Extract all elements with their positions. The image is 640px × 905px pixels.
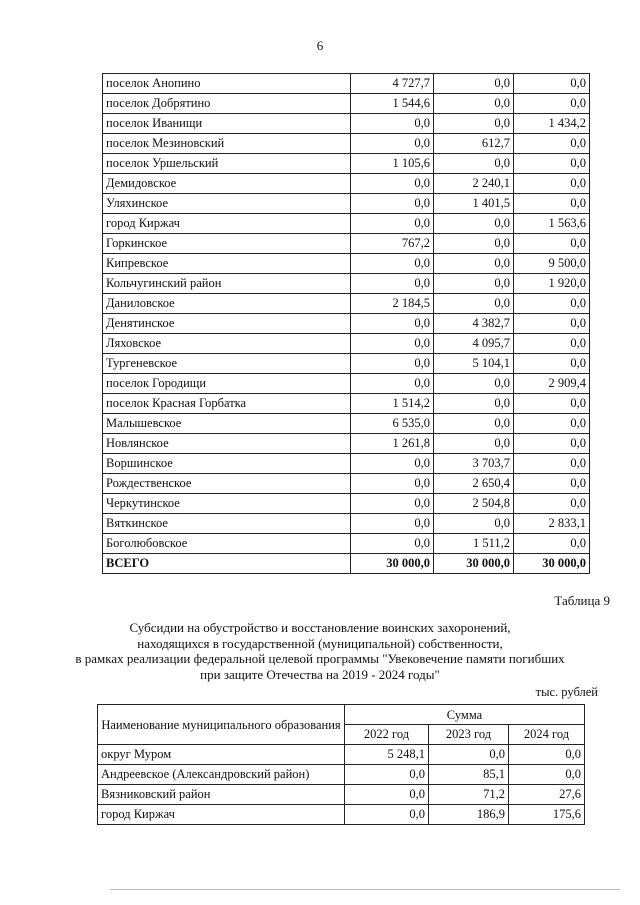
title-line: Субсидии на обустройство и восстановление воинских захоронений, bbox=[129, 620, 511, 635]
cell-name: ВСЕГО bbox=[103, 554, 351, 574]
cell-2024: 0,0 bbox=[514, 134, 590, 154]
cell-2023: 0,0 bbox=[434, 114, 514, 134]
cell-name: Тургеневское bbox=[103, 354, 351, 374]
table-row bbox=[103, 274, 590, 294]
header-2023: 2023 год bbox=[429, 725, 509, 745]
total-row bbox=[103, 554, 590, 574]
cell-2022: 0,0 bbox=[345, 805, 429, 825]
cell-name: поселок Иванищи bbox=[103, 114, 351, 134]
cell-name: Боголюбовское bbox=[103, 534, 351, 554]
table-row bbox=[103, 414, 590, 434]
title-line: при защите Отечества на 2019 - 2024 годы" bbox=[200, 666, 440, 682]
cell-2022: 0,0 bbox=[351, 354, 434, 374]
cell-2022: 0,0 bbox=[351, 174, 434, 194]
cell-2024: 175,6 bbox=[509, 805, 585, 825]
cell-2022: 0,0 bbox=[351, 334, 434, 354]
cell-name: Малышевское bbox=[103, 414, 351, 434]
cell-2024: 2 909,4 bbox=[514, 374, 590, 394]
cell-2022: 0,0 bbox=[345, 765, 429, 785]
cell-2022: 0,0 bbox=[345, 785, 429, 805]
cell-name: поселок Городищи bbox=[103, 374, 351, 394]
cell-2022: 0,0 bbox=[351, 374, 434, 394]
cell-2024: 0,0 bbox=[514, 234, 590, 254]
cell-2024: 0,0 bbox=[514, 474, 590, 494]
cell-name: Вяткинское bbox=[103, 514, 351, 534]
table-row bbox=[103, 94, 590, 114]
table-row bbox=[103, 154, 590, 174]
cell-name: Денятинское bbox=[103, 314, 351, 334]
cell-name: Вязниковский район bbox=[98, 785, 345, 805]
cell-2022: 0,0 bbox=[351, 454, 434, 474]
cell-2022: 0,0 bbox=[351, 514, 434, 534]
cell-2022: 0,0 bbox=[351, 274, 434, 294]
table-row bbox=[103, 434, 590, 454]
table-row bbox=[103, 214, 590, 234]
cell-2022: 0,0 bbox=[351, 134, 434, 154]
cell-2024: 1 920,0 bbox=[514, 274, 590, 294]
cell-2023: 1 401,5 bbox=[434, 194, 514, 214]
cell-2023: 5 104,1 bbox=[434, 354, 514, 374]
table-row bbox=[103, 294, 590, 314]
cell-2022: 767,2 bbox=[351, 234, 434, 254]
cell-2023: 71,2 bbox=[429, 785, 509, 805]
title-line: в рамках реализации федеральной целевой программы "Увековечение памяти погибших bbox=[75, 651, 565, 666]
cell-name: Даниловское bbox=[103, 294, 351, 314]
cell-name: округ Муром bbox=[98, 745, 345, 765]
cell-2023: 3 703,7 bbox=[434, 454, 514, 474]
cell-2023: 0,0 bbox=[434, 234, 514, 254]
cell-2023: 0,0 bbox=[434, 254, 514, 274]
cell-name: Новлянское bbox=[103, 434, 351, 454]
cell-2022: 0,0 bbox=[351, 534, 434, 554]
cell-name: город Киржач bbox=[103, 214, 351, 234]
cell-2024: 0,0 bbox=[514, 194, 590, 214]
cell-2022: 30 000,0 bbox=[351, 554, 434, 574]
table-row bbox=[98, 745, 585, 765]
cell-2023: 612,7 bbox=[434, 134, 514, 154]
cell-2024: 0,0 bbox=[514, 154, 590, 174]
header-sum: Сумма bbox=[345, 705, 585, 725]
table-row bbox=[103, 194, 590, 214]
table-row bbox=[103, 394, 590, 414]
cell-2023: 4 095,7 bbox=[434, 334, 514, 354]
cell-2023: 0,0 bbox=[434, 434, 514, 454]
cell-name: поселок Добрятино bbox=[103, 94, 351, 114]
cell-2023: 0,0 bbox=[434, 394, 514, 414]
header-name-column: Наименование муниципального образования bbox=[98, 705, 345, 745]
header-2022: 2022 год bbox=[345, 725, 429, 745]
cell-2024: 0,0 bbox=[514, 494, 590, 514]
scan-edge-line bbox=[110, 889, 620, 890]
table-row bbox=[103, 334, 590, 354]
cell-2024: 1 563,6 bbox=[514, 214, 590, 234]
cell-2024: 2 833,1 bbox=[514, 514, 590, 534]
cell-2024: 0,0 bbox=[514, 534, 590, 554]
cell-2022: 0,0 bbox=[351, 254, 434, 274]
table-row bbox=[103, 314, 590, 334]
table-row bbox=[103, 234, 590, 254]
table-row bbox=[103, 534, 590, 554]
cell-2023: 186,9 bbox=[429, 805, 509, 825]
subsidy-table-continued bbox=[102, 73, 590, 574]
units-label: тыс. рублей bbox=[535, 685, 598, 699]
cell-2023: 85,1 bbox=[429, 765, 509, 785]
cell-2022: 0,0 bbox=[351, 194, 434, 214]
cell-2024: 0,0 bbox=[514, 334, 590, 354]
table-row bbox=[103, 254, 590, 274]
cell-2022: 1 544,6 bbox=[351, 94, 434, 114]
cell-2023: 2 504,8 bbox=[434, 494, 514, 514]
cell-2023: 1 511,2 bbox=[434, 534, 514, 554]
cell-2022: 0,0 bbox=[351, 314, 434, 334]
table-row bbox=[98, 765, 585, 785]
table-row bbox=[103, 374, 590, 394]
cell-2022: 4 727,7 bbox=[351, 74, 434, 94]
cell-name: Кипревское bbox=[103, 254, 351, 274]
cell-name: поселок Уршельский bbox=[103, 154, 351, 174]
cell-2022: 0,0 bbox=[351, 114, 434, 134]
page-number: 6 bbox=[316, 38, 324, 53]
title-line: находящихся в государственной (муниципальной) собственности, bbox=[137, 635, 503, 651]
cell-2022: 2 184,5 bbox=[351, 294, 434, 314]
cell-2024: 0,0 bbox=[514, 414, 590, 434]
table-row bbox=[103, 474, 590, 494]
cell-2023: 0,0 bbox=[429, 745, 509, 765]
cell-2022: 0,0 bbox=[351, 494, 434, 514]
cell-2023: 0,0 bbox=[434, 274, 514, 294]
cell-name: поселок Анопино bbox=[103, 74, 351, 94]
cell-name: Черкутинское bbox=[103, 494, 351, 514]
table-9 bbox=[97, 704, 585, 825]
cell-2024: 1 434,2 bbox=[514, 114, 590, 134]
table-row bbox=[103, 494, 590, 514]
cell-2023: 4 382,7 bbox=[434, 314, 514, 334]
cell-2024: 0,0 bbox=[514, 74, 590, 94]
cell-2023: 0,0 bbox=[434, 414, 514, 434]
table-row bbox=[103, 354, 590, 374]
cell-2022: 1 261,8 bbox=[351, 434, 434, 454]
cell-name: поселок Мезиновский bbox=[103, 134, 351, 154]
cell-2022: 6 535,0 bbox=[351, 414, 434, 434]
cell-2024: 0,0 bbox=[514, 454, 590, 474]
cell-2024: 0,0 bbox=[509, 765, 585, 785]
cell-2024: 9 500,0 bbox=[514, 254, 590, 274]
cell-2023: 0,0 bbox=[434, 94, 514, 114]
cell-2023: 0,0 bbox=[434, 514, 514, 534]
cell-2024: 0,0 bbox=[514, 294, 590, 314]
cell-2024: 0,0 bbox=[514, 94, 590, 114]
cell-2024: 0,0 bbox=[509, 745, 585, 765]
header-2024: 2024 год bbox=[509, 725, 585, 745]
cell-name: поселок Красная Горбатка bbox=[103, 394, 351, 414]
cell-2023: 0,0 bbox=[434, 294, 514, 314]
table-row bbox=[103, 454, 590, 474]
cell-name: Рождественское bbox=[103, 474, 351, 494]
cell-name: Воршинское bbox=[103, 454, 351, 474]
cell-2024: 0,0 bbox=[514, 314, 590, 334]
cell-2022: 0,0 bbox=[351, 214, 434, 234]
table-header-row bbox=[98, 705, 585, 725]
cell-2023: 30 000,0 bbox=[434, 554, 514, 574]
table-9-title bbox=[0, 620, 640, 682]
cell-2022: 5 248,1 bbox=[345, 745, 429, 765]
cell-2022: 1 105,6 bbox=[351, 154, 434, 174]
cell-2023: 0,0 bbox=[434, 154, 514, 174]
cell-name: Кольчугинский район bbox=[103, 274, 351, 294]
cell-2024: 0,0 bbox=[514, 394, 590, 414]
table-row bbox=[98, 785, 585, 805]
cell-2024: 0,0 bbox=[514, 354, 590, 374]
cell-name: Ляховское bbox=[103, 334, 351, 354]
table-row bbox=[98, 805, 585, 825]
cell-2024: 0,0 bbox=[514, 174, 590, 194]
table-row bbox=[103, 74, 590, 94]
cell-name: Андреевское (Александровский район) bbox=[98, 765, 345, 785]
cell-2023: 0,0 bbox=[434, 74, 514, 94]
table-9-label: Таблица 9 bbox=[554, 593, 610, 608]
table-row bbox=[103, 134, 590, 154]
cell-2022: 1 514,2 bbox=[351, 394, 434, 414]
cell-2023: 2 240,1 bbox=[434, 174, 514, 194]
cell-name: город Киржач bbox=[98, 805, 345, 825]
cell-2023: 0,0 bbox=[434, 374, 514, 394]
table-row bbox=[103, 174, 590, 194]
table-row bbox=[103, 114, 590, 134]
cell-2024: 30 000,0 bbox=[514, 554, 590, 574]
cell-name: Демидовское bbox=[103, 174, 351, 194]
table-9-body bbox=[98, 705, 585, 825]
cell-2024: 27,6 bbox=[509, 785, 585, 805]
cell-name: Уляхинское bbox=[103, 194, 351, 214]
cell-2023: 0,0 bbox=[434, 214, 514, 234]
cell-2024: 0,0 bbox=[514, 434, 590, 454]
cell-name: Горкинское bbox=[103, 234, 351, 254]
table-row bbox=[103, 514, 590, 534]
cell-2023: 2 650,4 bbox=[434, 474, 514, 494]
cell-2022: 0,0 bbox=[351, 474, 434, 494]
subsidy-table-body bbox=[103, 74, 590, 574]
